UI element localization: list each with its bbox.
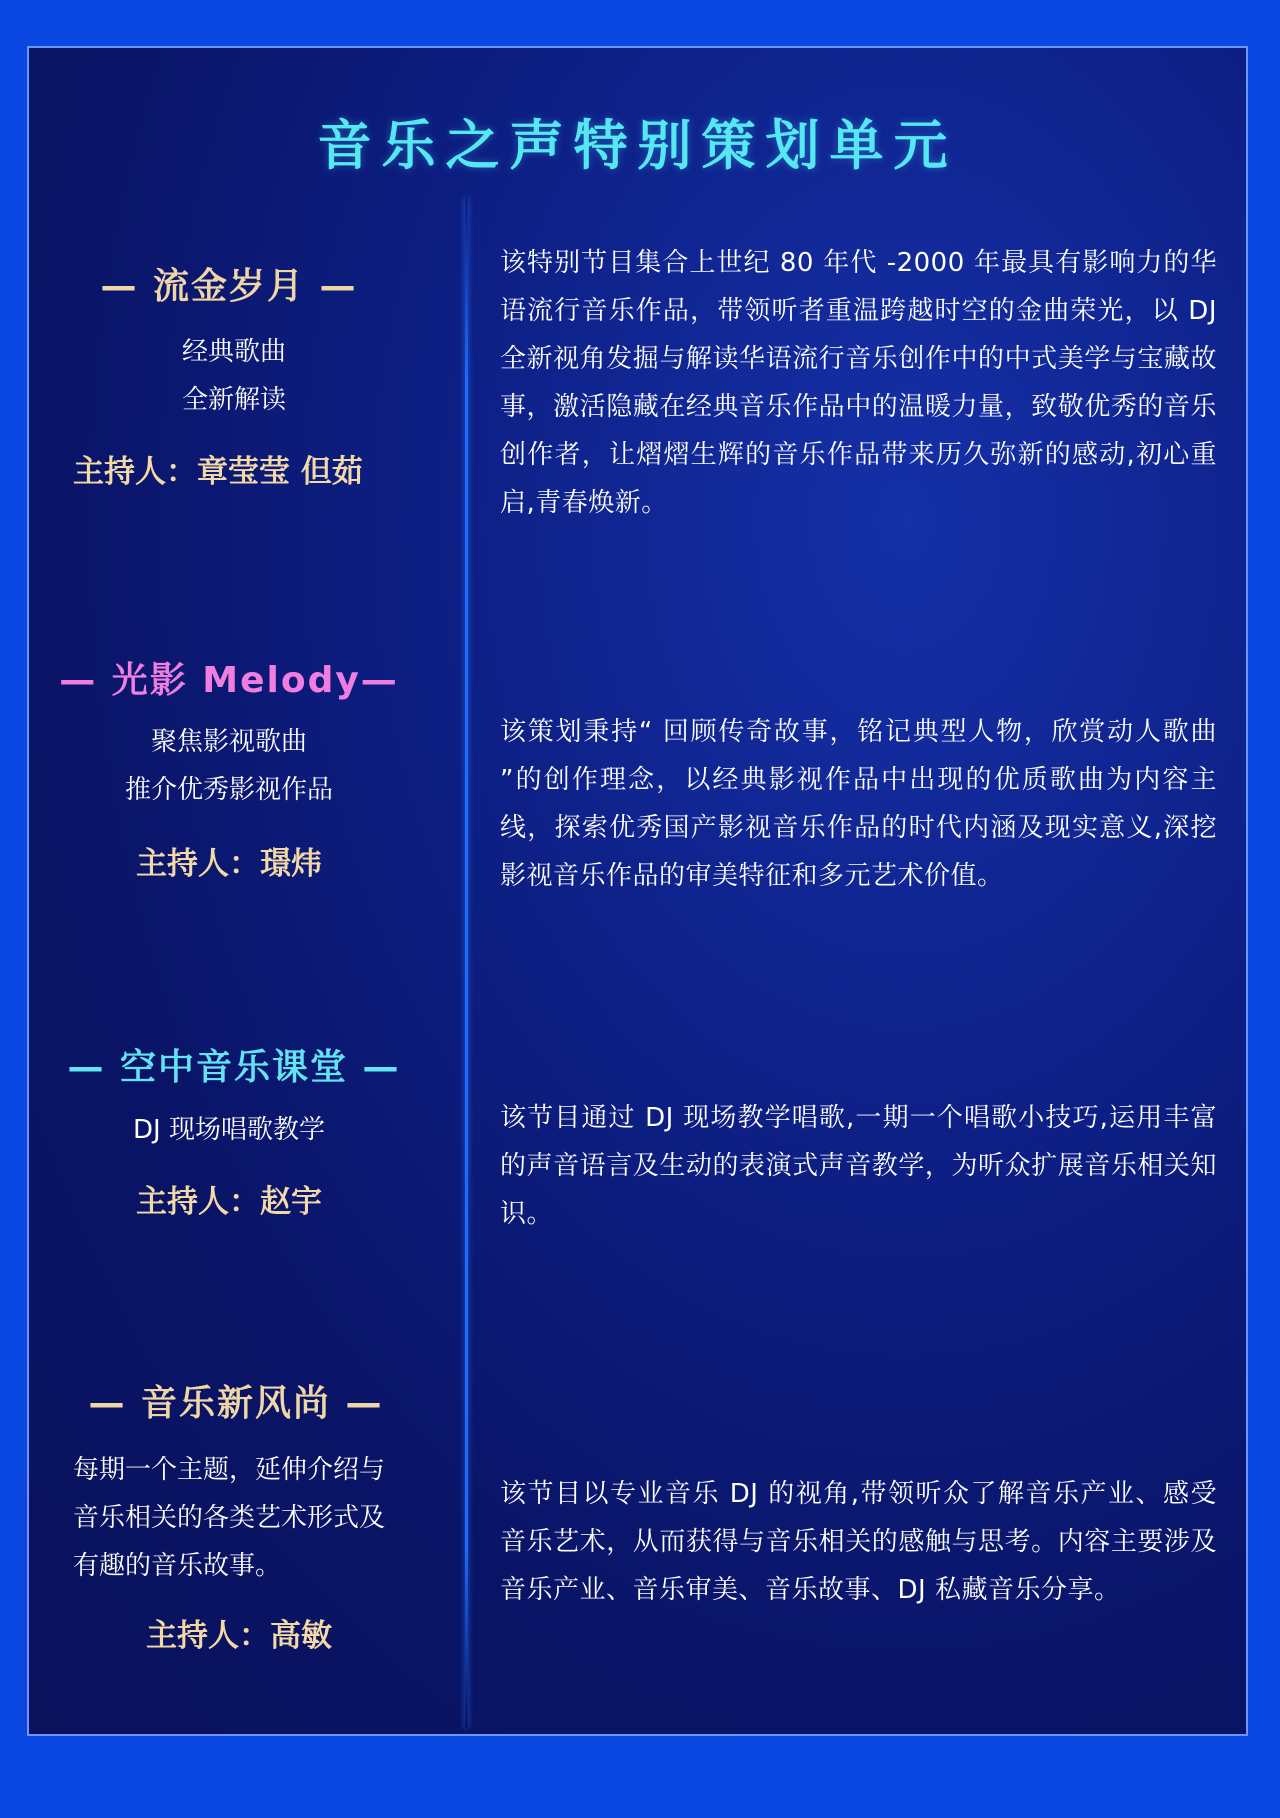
section-left-column: [29, 1039, 439, 1090]
section-title: — 空中音乐课堂 —: [67, 1047, 401, 1088]
section-description: 该节目以专业音乐 DJ 的视角,带领听众了解音乐产业、感受音乐艺术，从而获得与音乐相关的感触与思考。内容主要涉及音乐产业、音乐审美、音乐故事、DJ 私藏音乐分享。: [500, 1479, 1217, 1605]
section-title: — 流金岁月 —: [100, 266, 358, 307]
section-left-column: [29, 258, 429, 309]
section-left-column: [29, 652, 429, 703]
section-description: 该特别节目集合上世纪 80 年代 -2000 年最具有影响力的华语流行音乐作品，带领听者重温跨越时空的金曲荣光，以 DJ 全新视角发掘与解读华语流行音乐创作中的中式美学与宝藏故事，激活隐藏在经典音乐作品中的温暖力量，致敬优秀的音乐创作者，让熠熠生辉的音乐作品带来历久弥新的感动,初心重启,青春焕新。: [500, 248, 1217, 518]
section-host: [29, 1610, 449, 1655]
host-label: 主持人：高敏: [146, 1618, 332, 1654]
subtitle-line: 音乐相关的各类艺术形式及: [73, 1503, 386, 1533]
subtitle-line: 有趣的音乐故事。: [73, 1551, 282, 1581]
section-left-column: [29, 1375, 443, 1426]
host-label: 主持人：璟炜: [136, 846, 322, 882]
subtitle-line: DJ 现场唱歌教学: [133, 1115, 325, 1145]
subtitle-line: 每期一个主题，延伸介绍与: [73, 1455, 386, 1485]
section-subtitle: [29, 328, 439, 424]
section-title: — 音乐新风尚 —: [88, 1383, 384, 1424]
section-host: [29, 1176, 429, 1221]
section-host: [73, 446, 413, 491]
section-host: [29, 838, 429, 883]
column-divider: [465, 198, 468, 1728]
section-description: 该节目通过 DJ 现场教学唱歌,一期一个唱歌小技巧,运用丰富的声音语言及生动的表演式声音教学，为听众扩展音乐相关知识。: [500, 1103, 1217, 1229]
section-description: 该策划秉持“ 回顾传奇故事，铭记典型人物，欣赏动人歌曲 ”的创作理念，以经典影视作品中出现的优质歌曲为内容主线，探索优秀国产影视音乐作品的时代内涵及现实意义,深挖影视音乐作品的审美特征和多元艺术价值。: [500, 717, 1217, 891]
section-title: — 光影 Melody—: [59, 660, 399, 701]
host-label: 主持人：章莹莹 但茹: [73, 454, 363, 490]
section-subtitle: [73, 1446, 433, 1590]
program-panel: [27, 46, 1248, 1736]
section-subtitle: [29, 1106, 429, 1154]
subtitle-line: 聚焦影视歌曲: [150, 727, 307, 757]
subtitle-line: 推介优秀影视作品: [124, 775, 333, 805]
section-subtitle: [29, 718, 429, 814]
subtitle-line: 经典歌曲: [181, 337, 286, 367]
subtitle-line: 全新解读: [181, 385, 286, 415]
host-label: 主持人：赵宇: [136, 1184, 322, 1220]
page-title: 音乐之声特别策划单元: [317, 114, 958, 177]
